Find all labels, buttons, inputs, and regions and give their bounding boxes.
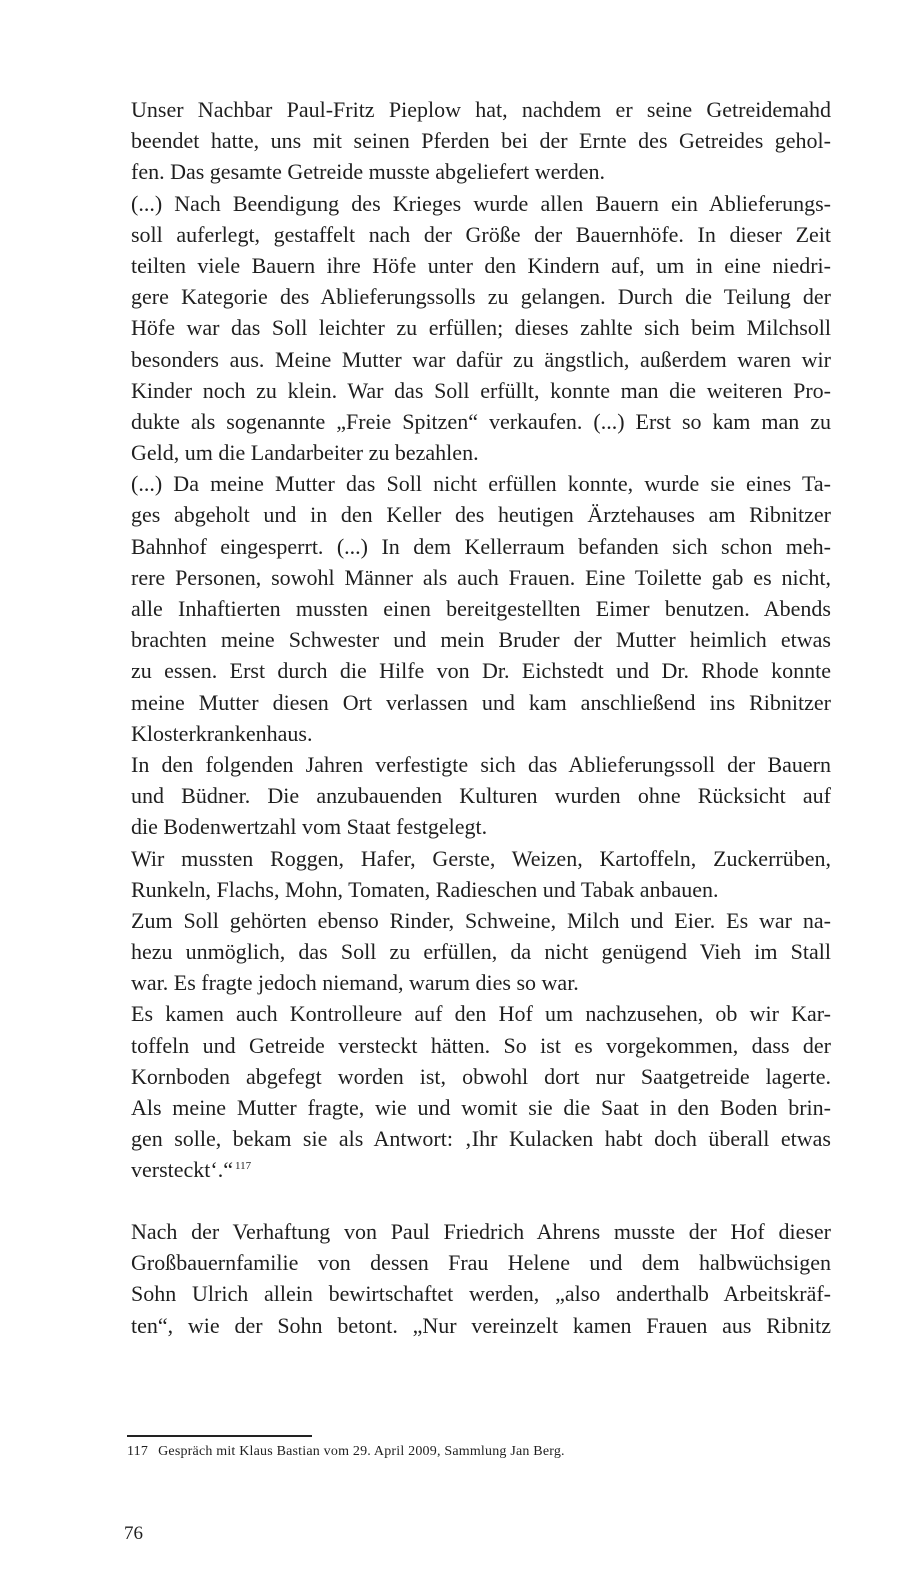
text-line: Nach der Verhaftung von Paul Friedrich Ahrens musste der Hof dieser — [131, 1219, 831, 1244]
text-line: Es kamen auch Kontrolleure auf den Hof um nachzusehen, ob wir Kar- — [131, 1001, 831, 1027]
footnote — [127, 1442, 565, 1462]
text-line: und Büdner. Die anzubauenden Kulturen wurden ohne Rücksicht auf — [131, 783, 831, 809]
text-line: soll auferlegt, gestaffelt nach der Größe der Bauernhöfe. In dieser Zeit — [131, 221, 831, 247]
footnote-number: 117 — [127, 1444, 149, 1459]
text-line: Als meine Mutter fragte, wie und womit sie die Saat in den Boden brin- — [131, 1095, 831, 1120]
text-line: ges abgeholt und in den Keller des heutigen Ärztehauses am Ribnitzer — [131, 502, 831, 528]
text-line-with-footnote — [131, 1154, 831, 1185]
text-line: Geld, um die Landarbeiter zu bezahlen. — [131, 440, 479, 466]
text-line: dukte als sogenannte „Freie Spitzen“ verkaufen. (...) Erst so kam man zu — [131, 408, 831, 434]
text-line: In den folgenden Jahren verfestigte sich das Ablieferungssoll der Bauern — [131, 751, 831, 777]
footnote-text: Gespräch mit Klaus Bastian vom 29. April 2009, Sammlung Jan Berg. — [158, 1444, 565, 1459]
text-line: besonders aus. Meine Mutter war dafür zu ängstlich, außerdem waren wir — [131, 346, 831, 372]
text-line: rere Personen, sowohl Männer als auch Frauen. Eine Toilette gab es nicht, — [131, 564, 831, 590]
text-line: Wir mussten Roggen, Hafer, Gerste, Weizen, Kartoffeln, Zuckerrüben, — [131, 845, 831, 871]
text-line: Großbauernfamilie von dessen Frau Helene und dem halbwüchsigen — [131, 1250, 831, 1276]
body-paragraph — [131, 1216, 831, 1341]
text-line: war. Es fragte jedoch niemand, warum dies so war. — [131, 970, 579, 996]
text-line: Kinder noch zu klein. War das Soll erfüllt, konnte man die weiteren Pro- — [131, 377, 831, 403]
quoted-recollection-text — [131, 94, 831, 1186]
text-line: fen. Das gesamte Getreide musste abgeliefert werden. — [131, 159, 606, 185]
text-line: Unser Nachbar Paul-Fritz Pieplow hat, nachdem er seine Getreidemahd — [131, 97, 831, 122]
text-line: hezu unmöglich, das Soll zu erfüllen, da nicht genügend Vieh im Stall — [131, 939, 831, 965]
text-line: beendet hatte, uns mit seinen Pferden bei der Ernte des Getreides gehol- — [131, 128, 831, 154]
footnote-reference: 117 — [235, 1160, 252, 1173]
text-line: brachten meine Schwester und mein Bruder der Mutter heimlich etwas — [131, 627, 831, 653]
text-line: Zum Soll gehörten ebenso Rinder, Schweine, Milch und Eier. Es war na- — [131, 907, 831, 933]
text-line: versteckt‘.“ — [131, 1157, 233, 1183]
text-line: Sohn Ulrich allein bewirtschaftet werden, „also anderthalb Arbeitskräf- — [131, 1281, 831, 1307]
page-number: 76 — [124, 1523, 143, 1544]
text-line: meine Mutter diesen Ort verlassen und kam anschließend ins Ribnitzer — [131, 689, 831, 715]
text-line: Klosterkrankenhaus. — [131, 720, 313, 746]
text-line: gen solle, bekam sie als Antwort: ‚Ihr Kulacken habt doch überall etwas — [131, 1126, 831, 1152]
text-line: Bahnhof eingesperrt. (...) In dem Kellerraum befanden sich schon meh- — [131, 533, 831, 559]
text-line: toffeln und Getreide versteckt hätten. So ist es vorgekommen, dass der — [131, 1032, 831, 1058]
text-line: Kornboden abgefegt worden ist, obwohl dort nur Saatgetreide lagerte. — [131, 1063, 831, 1089]
text-line: ten“, wie der Sohn betont. „Nur vereinzelt kamen Frauen aus Ribnitz — [131, 1312, 831, 1338]
text-line: teilten viele Bauern ihre Höfe unter den Kindern auf, um in eine niedri- — [131, 252, 831, 278]
text-line: die Bodenwertzahl vom Staat festgelegt. — [131, 814, 488, 840]
text-line: alle Inhaftierten mussten einen bereitgestellten Eimer benutzen. Abends — [131, 596, 831, 621]
footnote-divider — [127, 1435, 312, 1437]
text-line: gere Kategorie des Ablieferungssolls zu gelangen. Durch die Teilung der — [131, 284, 831, 310]
text-line: (...) Nach Beendigung des Krieges wurde allen Bauern ein Ablieferungs- — [131, 190, 831, 216]
text-line: (...) Da meine Mutter das Soll nicht erfüllen konnte, wurde sie eines Ta- — [131, 471, 831, 497]
text-line: Höfe war das Soll leichter zu erfüllen; dieses zahlte sich beim Milchsoll — [131, 315, 831, 341]
text-line: Runkeln, Flachs, Mohn, Tomaten, Radieschen und Tabak anbauen. — [131, 876, 719, 902]
text-line: zu essen. Erst durch die Hilfe von Dr. Eichstedt und Dr. Rhode konnte — [131, 658, 831, 684]
